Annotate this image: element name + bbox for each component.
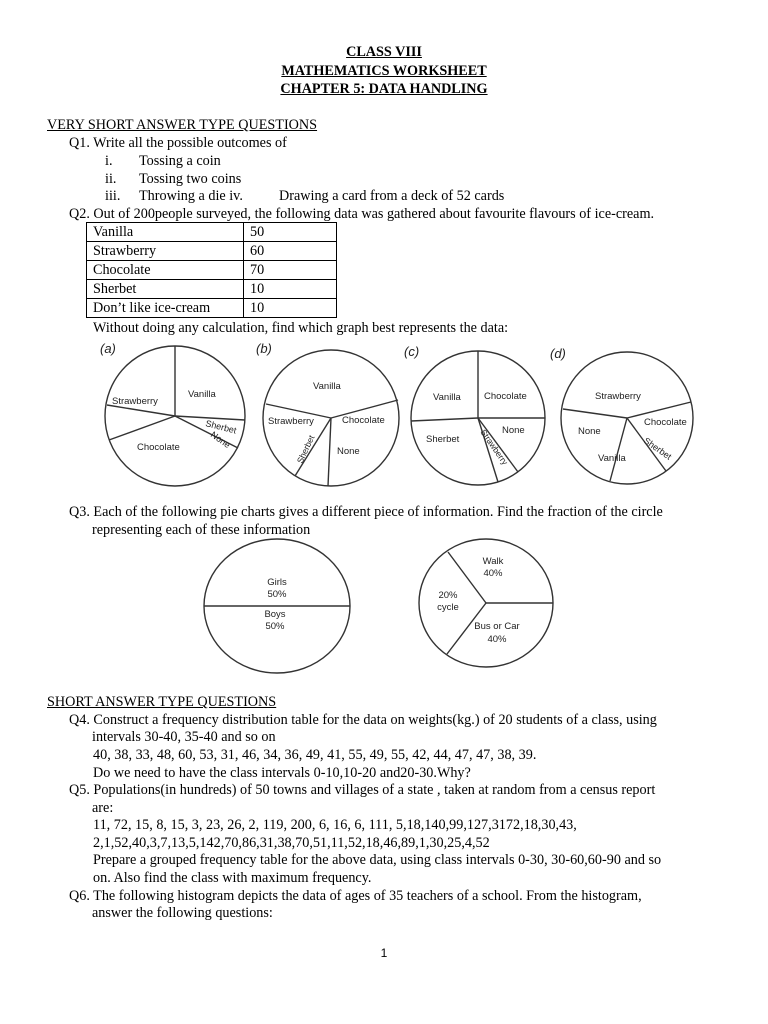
q6-line2: answer the following questions:	[92, 905, 273, 921]
cycle-pct: 20%	[438, 590, 458, 601]
q5-line6: on. Also find the class with maximum frequency.	[93, 870, 372, 886]
table-row	[87, 299, 337, 318]
pie-b-slice-label: None	[337, 446, 360, 457]
worksheet-class-title: CLASS VIII	[346, 44, 422, 60]
q1-item-extra: Drawing a card from a deck of 52 cards	[279, 188, 505, 204]
table-cell-count: 50	[244, 223, 337, 242]
pie-b-slice-label: Sherbet	[294, 433, 317, 465]
q4-data: 40, 38, 33, 48, 60, 53, 31, 46, 34, 36, 49, 41, 55, 49, 55, 42, 44, 47, 47, 38, 39.	[93, 747, 537, 763]
q4-line1: Q4. Construct a frequency distribution table for the data on weights(kg.) of 20 students of a class, using	[69, 712, 657, 728]
pie-d-slice-label: None	[578, 426, 601, 437]
q4-line4: Do we need to have the class intervals 0-10,10-20 and20-30.Why?	[93, 765, 471, 781]
pie-c-label: (c)	[404, 344, 420, 359]
pie-b-label: (b)	[256, 341, 272, 356]
girls-label: Girls	[267, 577, 287, 588]
q1-item-num: iii.	[105, 188, 121, 204]
q1-item-num: ii.	[105, 171, 117, 187]
pie-c-slice-label: Vanilla	[433, 392, 461, 403]
boys-label: Boys	[264, 609, 286, 620]
table-row	[87, 242, 337, 261]
bus-pct: 40%	[487, 634, 507, 645]
pie-c-slice-label: None	[502, 425, 525, 436]
pie-a-label: (a)	[100, 341, 116, 356]
pie-a-slice-label: Sherbet	[204, 418, 238, 436]
girls-pct: 50%	[267, 589, 287, 600]
table-cell-flavour: Don’t like ice-cream	[87, 299, 244, 318]
q1-item-text: Throwing a die iv.	[139, 188, 243, 204]
table-cell-count: 70	[244, 261, 337, 280]
pie-a-slice-label: Strawberry	[112, 396, 158, 407]
q1-item-num: i.	[105, 153, 113, 169]
worksheet-subject-title: MATHEMATICS WORKSHEET	[281, 63, 487, 79]
q5-line2: are:	[92, 800, 114, 816]
walk-label: Walk	[482, 556, 504, 567]
q2-pie-graphs	[90, 336, 710, 506]
boys-pct: 50%	[265, 621, 285, 632]
q1-item-text: Tossing two coins	[139, 171, 242, 187]
pie-c-slice-label: Strawberry	[478, 427, 511, 467]
q5-data-line1: 11, 72, 15, 8, 15, 3, 23, 26, 2, 119, 200, 6, 16, 6, 111, 5,18,140,99,127,3172,18,30,43,	[93, 817, 577, 833]
pie-b-slice-label: Vanilla	[313, 381, 341, 392]
q3-line1: Q3. Each of the following pie charts gives a different piece of information. Find the fraction of the circle	[69, 504, 663, 520]
q1-stem: Q1. Write all the possible outcomes of	[69, 135, 287, 151]
table-row	[87, 261, 337, 280]
table-cell-count: 10	[244, 299, 337, 318]
pie-a-slice-label: Chocolate	[137, 442, 180, 453]
q1-item-text: Tossing a coin	[139, 153, 221, 169]
pie-d-label: (d)	[550, 346, 566, 361]
q5-data-line2: 2,1,52,40,3,7,13,5,142,70,86,31,38,70,51,11,52,18,46,89,1,30,25,4,52	[93, 835, 490, 851]
section-heading-very-short: VERY SHORT ANSWER TYPE QUESTIONS	[47, 117, 318, 133]
walk-pct: 40%	[483, 568, 503, 579]
pie-d-slice-label: Sherbet	[641, 435, 674, 462]
pie-d-slice-label: Vanilla	[598, 453, 626, 464]
worksheet-chapter-title: CHAPTER 5: DATA HANDLING	[280, 81, 488, 97]
section-heading-short: SHORT ANSWER TYPE QUESTIONS	[47, 694, 277, 710]
table-cell-flavour: Strawberry	[87, 242, 244, 261]
table-cell-flavour: Vanilla	[87, 223, 244, 242]
q2-followup: Without doing any calculation, find which graph best represents the data:	[93, 320, 509, 336]
flavour-table	[86, 222, 337, 318]
table-cell-count: 10	[244, 280, 337, 299]
pie-d-slice-label: Strawberry	[595, 391, 641, 402]
pie-a-slice-label: Vanilla	[188, 389, 216, 400]
q3-pie-charts	[195, 536, 565, 676]
pie-b-slice-label: Strawberry	[268, 416, 314, 427]
table-cell-flavour: Sherbet	[87, 280, 244, 299]
q6-line1: Q6. The following histogram depicts the data of ages of 35 teachers of a school. From the histogram,	[69, 888, 642, 904]
table-cell-count: 60	[244, 242, 337, 261]
table-row	[87, 223, 337, 242]
table-row	[87, 280, 337, 299]
q5-line1: Q5. Populations(in hundreds) of 50 towns and villages of a state , taken at random from a census report	[69, 782, 656, 798]
pie-c-slice-label: Sherbet	[426, 434, 460, 445]
pie-b-slice-label: Chocolate	[342, 415, 385, 426]
q4-line2: intervals 30-40, 35-40 and so on	[92, 729, 276, 745]
q3-line2: representing each of these information	[92, 522, 311, 538]
q5-line5: Prepare a grouped frequency table for the above data, using class intervals 0-30, 30-60,60-90 and so	[93, 852, 662, 868]
bus-label: Bus or Car	[474, 621, 520, 632]
cycle-label: cycle	[437, 602, 459, 613]
pie-a-slice-label: None	[208, 429, 233, 450]
pie-c-slice-label: Chocolate	[484, 391, 527, 402]
q2-stem: Q2. Out of 200people surveyed, the following data was gathered about favourite flavours of ice-cream.	[69, 206, 655, 222]
table-cell-flavour: Chocolate	[87, 261, 244, 280]
pie-d-slice-label: Chocolate	[644, 417, 687, 428]
page-number: 1	[380, 946, 388, 960]
